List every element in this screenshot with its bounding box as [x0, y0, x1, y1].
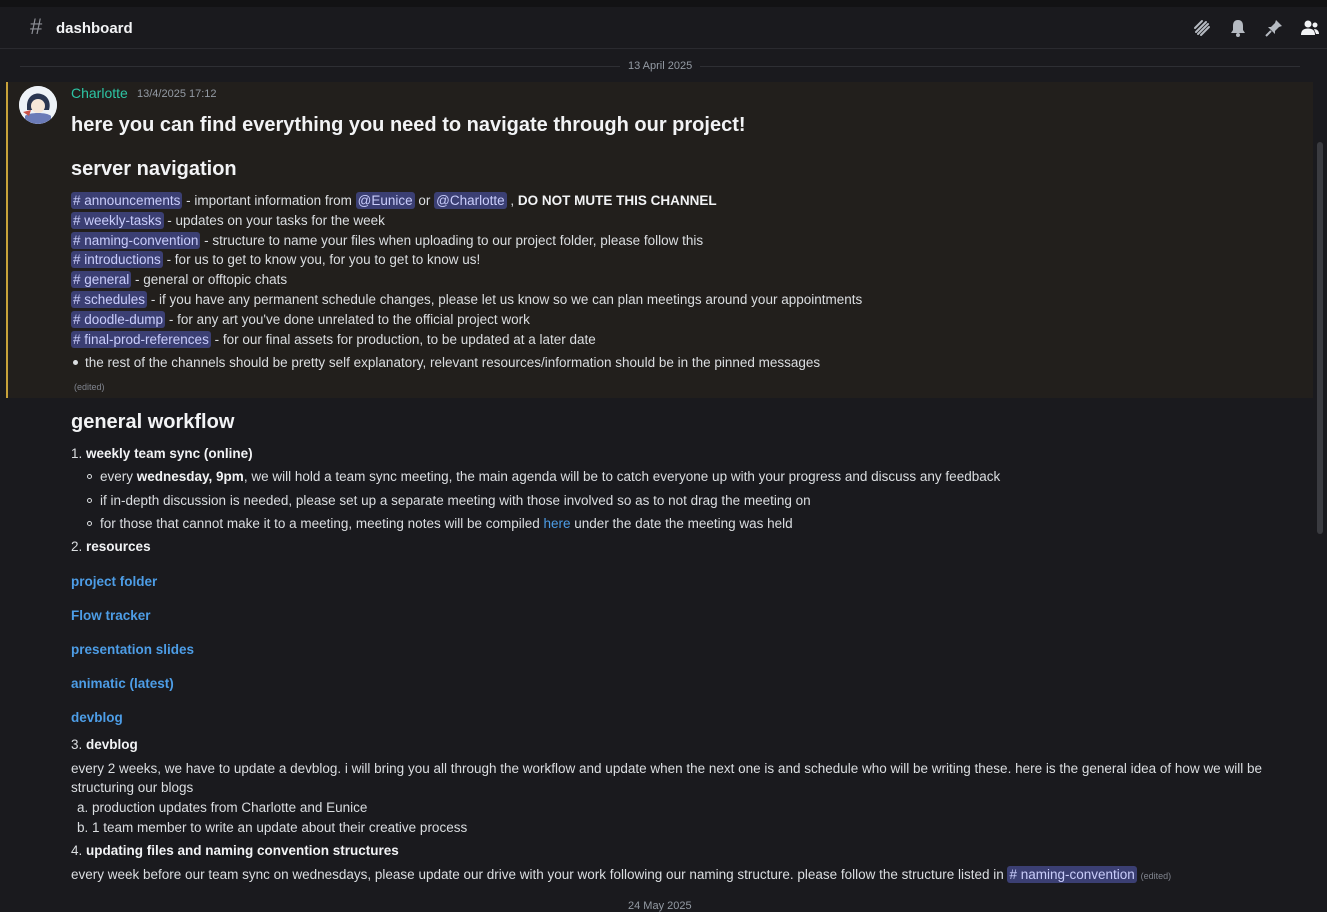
channel-link-final-prod-references[interactable]: # final-prod-references	[73, 332, 209, 347]
nav-desc: - for us to get to know you, for you to get to know us!	[162, 252, 481, 267]
text: under the date the meeting was held	[570, 516, 793, 531]
naming-text	[71, 866, 1171, 885]
window-top-edge	[0, 0, 1327, 7]
list-number: 1.	[71, 446, 83, 461]
channel-link-weekly-tasks[interactable]: # weekly-tasks	[73, 213, 162, 228]
text: , we will hold a team sync meeting, the main agenda will be to catch everyone up with your progress and discuss any feedback	[243, 469, 1001, 484]
nav-desc: - updates on your tasks for the week	[163, 213, 385, 228]
bullet	[87, 498, 92, 503]
presentation-slides-link[interactable]: presentation slides	[71, 642, 195, 657]
nav-line	[71, 232, 703, 250]
list-subitem: b. 1 team member to write an update about their creative process	[77, 820, 468, 835]
list-subitem: if in-depth discussion is needed, please set up a separate meeting with those involved so as to not drag the meeting on	[100, 493, 811, 508]
meeting-time: wednesday, 9pm	[136, 469, 244, 484]
nav-line	[71, 291, 862, 309]
bell-icon[interactable]	[1228, 18, 1248, 38]
channel-link-announcements[interactable]: # announcements	[73, 193, 181, 208]
channel-link-general[interactable]: # general	[73, 272, 130, 287]
edited-label: (edited)	[1140, 871, 1172, 881]
nav-line	[71, 212, 385, 230]
nav-desc: - structure to name your files when uploading to our project folder, please follow this	[200, 233, 704, 248]
text: every	[100, 469, 137, 484]
workflow-heading: general workflow	[71, 411, 235, 433]
channel-link-naming-convention[interactable]: # naming-convention	[1009, 867, 1135, 882]
message-heading-2: server navigation	[71, 158, 237, 180]
list-item	[71, 445, 253, 463]
list-title: weekly team sync (online)	[86, 446, 253, 461]
bullet	[87, 521, 92, 526]
devblog-link[interactable]: devblog	[71, 710, 123, 725]
list-title: resources	[86, 539, 151, 554]
rest-of-channels-note: the rest of the channels should be pretty self explanatory, relevant resources/information should be in the pinned messages	[85, 355, 821, 370]
animatic-link[interactable]: animatic (latest)	[71, 676, 174, 691]
list-subitem: a. production updates from Charlotte and Eunice	[77, 800, 368, 815]
nav-desc: ,	[506, 193, 518, 208]
nav-desc: - for our final assets for production, to be updated at a later date	[210, 332, 596, 347]
channel-link-introductions[interactable]: # introductions	[73, 252, 161, 267]
channel-link-doodle-dump[interactable]: # doodle-dump	[73, 312, 164, 327]
nav-desc: or	[414, 193, 435, 208]
message-author[interactable]: Charlotte	[71, 85, 128, 101]
mention-charlotte[interactable]: @Charlotte	[436, 193, 505, 208]
list-title: updating files and naming convention structures	[86, 843, 399, 858]
channel-header	[0, 7, 1327, 49]
project-folder-link[interactable]: project folder	[71, 574, 158, 589]
nav-desc: - for any art you've done unrelated to the official project work	[165, 312, 530, 327]
no-mute-warning: DO NOT MUTE THIS CHANNEL	[517, 193, 717, 208]
mention-eunice[interactable]: @Eunice	[357, 193, 413, 208]
list-item	[71, 538, 151, 556]
avatar[interactable]	[19, 86, 57, 124]
nav-line	[71, 331, 596, 349]
meeting-notes-link[interactable]: here	[543, 516, 571, 531]
list-number: 2.	[71, 539, 83, 554]
devblog-text: structuring our blogs	[71, 780, 194, 795]
nav-line	[71, 271, 287, 289]
list-number: 3.	[71, 737, 83, 752]
threads-icon[interactable]	[1192, 18, 1212, 38]
date-divider-label: 13 April 2025	[620, 58, 700, 74]
channel-link-naming-convention[interactable]: # naming-convention	[73, 233, 199, 248]
list-subitem	[100, 468, 1000, 486]
scrollbar-thumb[interactable]	[1317, 142, 1323, 534]
channel-link-schedules[interactable]: # schedules	[73, 292, 146, 307]
list-subitem	[100, 515, 793, 533]
nav-desc: - important information from	[182, 193, 356, 208]
devblog-text: every 2 weeks, we have to update a devblog. i will bring you all through the workflow and update when the next one is and schedule who will be writing these. here is the general idea of how we will be	[71, 761, 1262, 776]
message-heading-1: here you can find everything you need to navigate through our project!	[71, 114, 746, 136]
nav-line	[71, 192, 717, 210]
members-icon[interactable]	[1300, 18, 1320, 38]
text: for those that cannot make it to a meeting, meeting notes will be compiled	[100, 516, 544, 531]
nav-line	[71, 311, 530, 329]
list-title: devblog	[86, 737, 138, 752]
flow-tracker-link[interactable]: Flow tracker	[71, 608, 151, 623]
bullet	[87, 474, 92, 479]
list-number: 4.	[71, 843, 83, 858]
pin-icon[interactable]	[1264, 18, 1284, 38]
bullet	[73, 360, 78, 365]
nav-desc: - general or offtopic chats	[131, 272, 288, 287]
date-divider-label: 24 May 2025	[620, 900, 700, 912]
list-item	[71, 736, 138, 754]
message-timestamp: 13/4/2025 17:12	[137, 88, 217, 100]
list-item	[71, 842, 399, 860]
nav-line	[71, 251, 480, 269]
channel-title: dashboard	[56, 20, 133, 37]
text: every week before our team sync on wednesdays, please update our drive with your work following our naming structure. please follow the structure listed in	[71, 867, 1008, 882]
edited-label: (edited)	[74, 382, 105, 392]
nav-desc: - if you have any permanent schedule changes, please let us know so we can plan meetings around your appointments	[147, 292, 863, 307]
channel-hash-icon: #	[30, 14, 43, 39]
